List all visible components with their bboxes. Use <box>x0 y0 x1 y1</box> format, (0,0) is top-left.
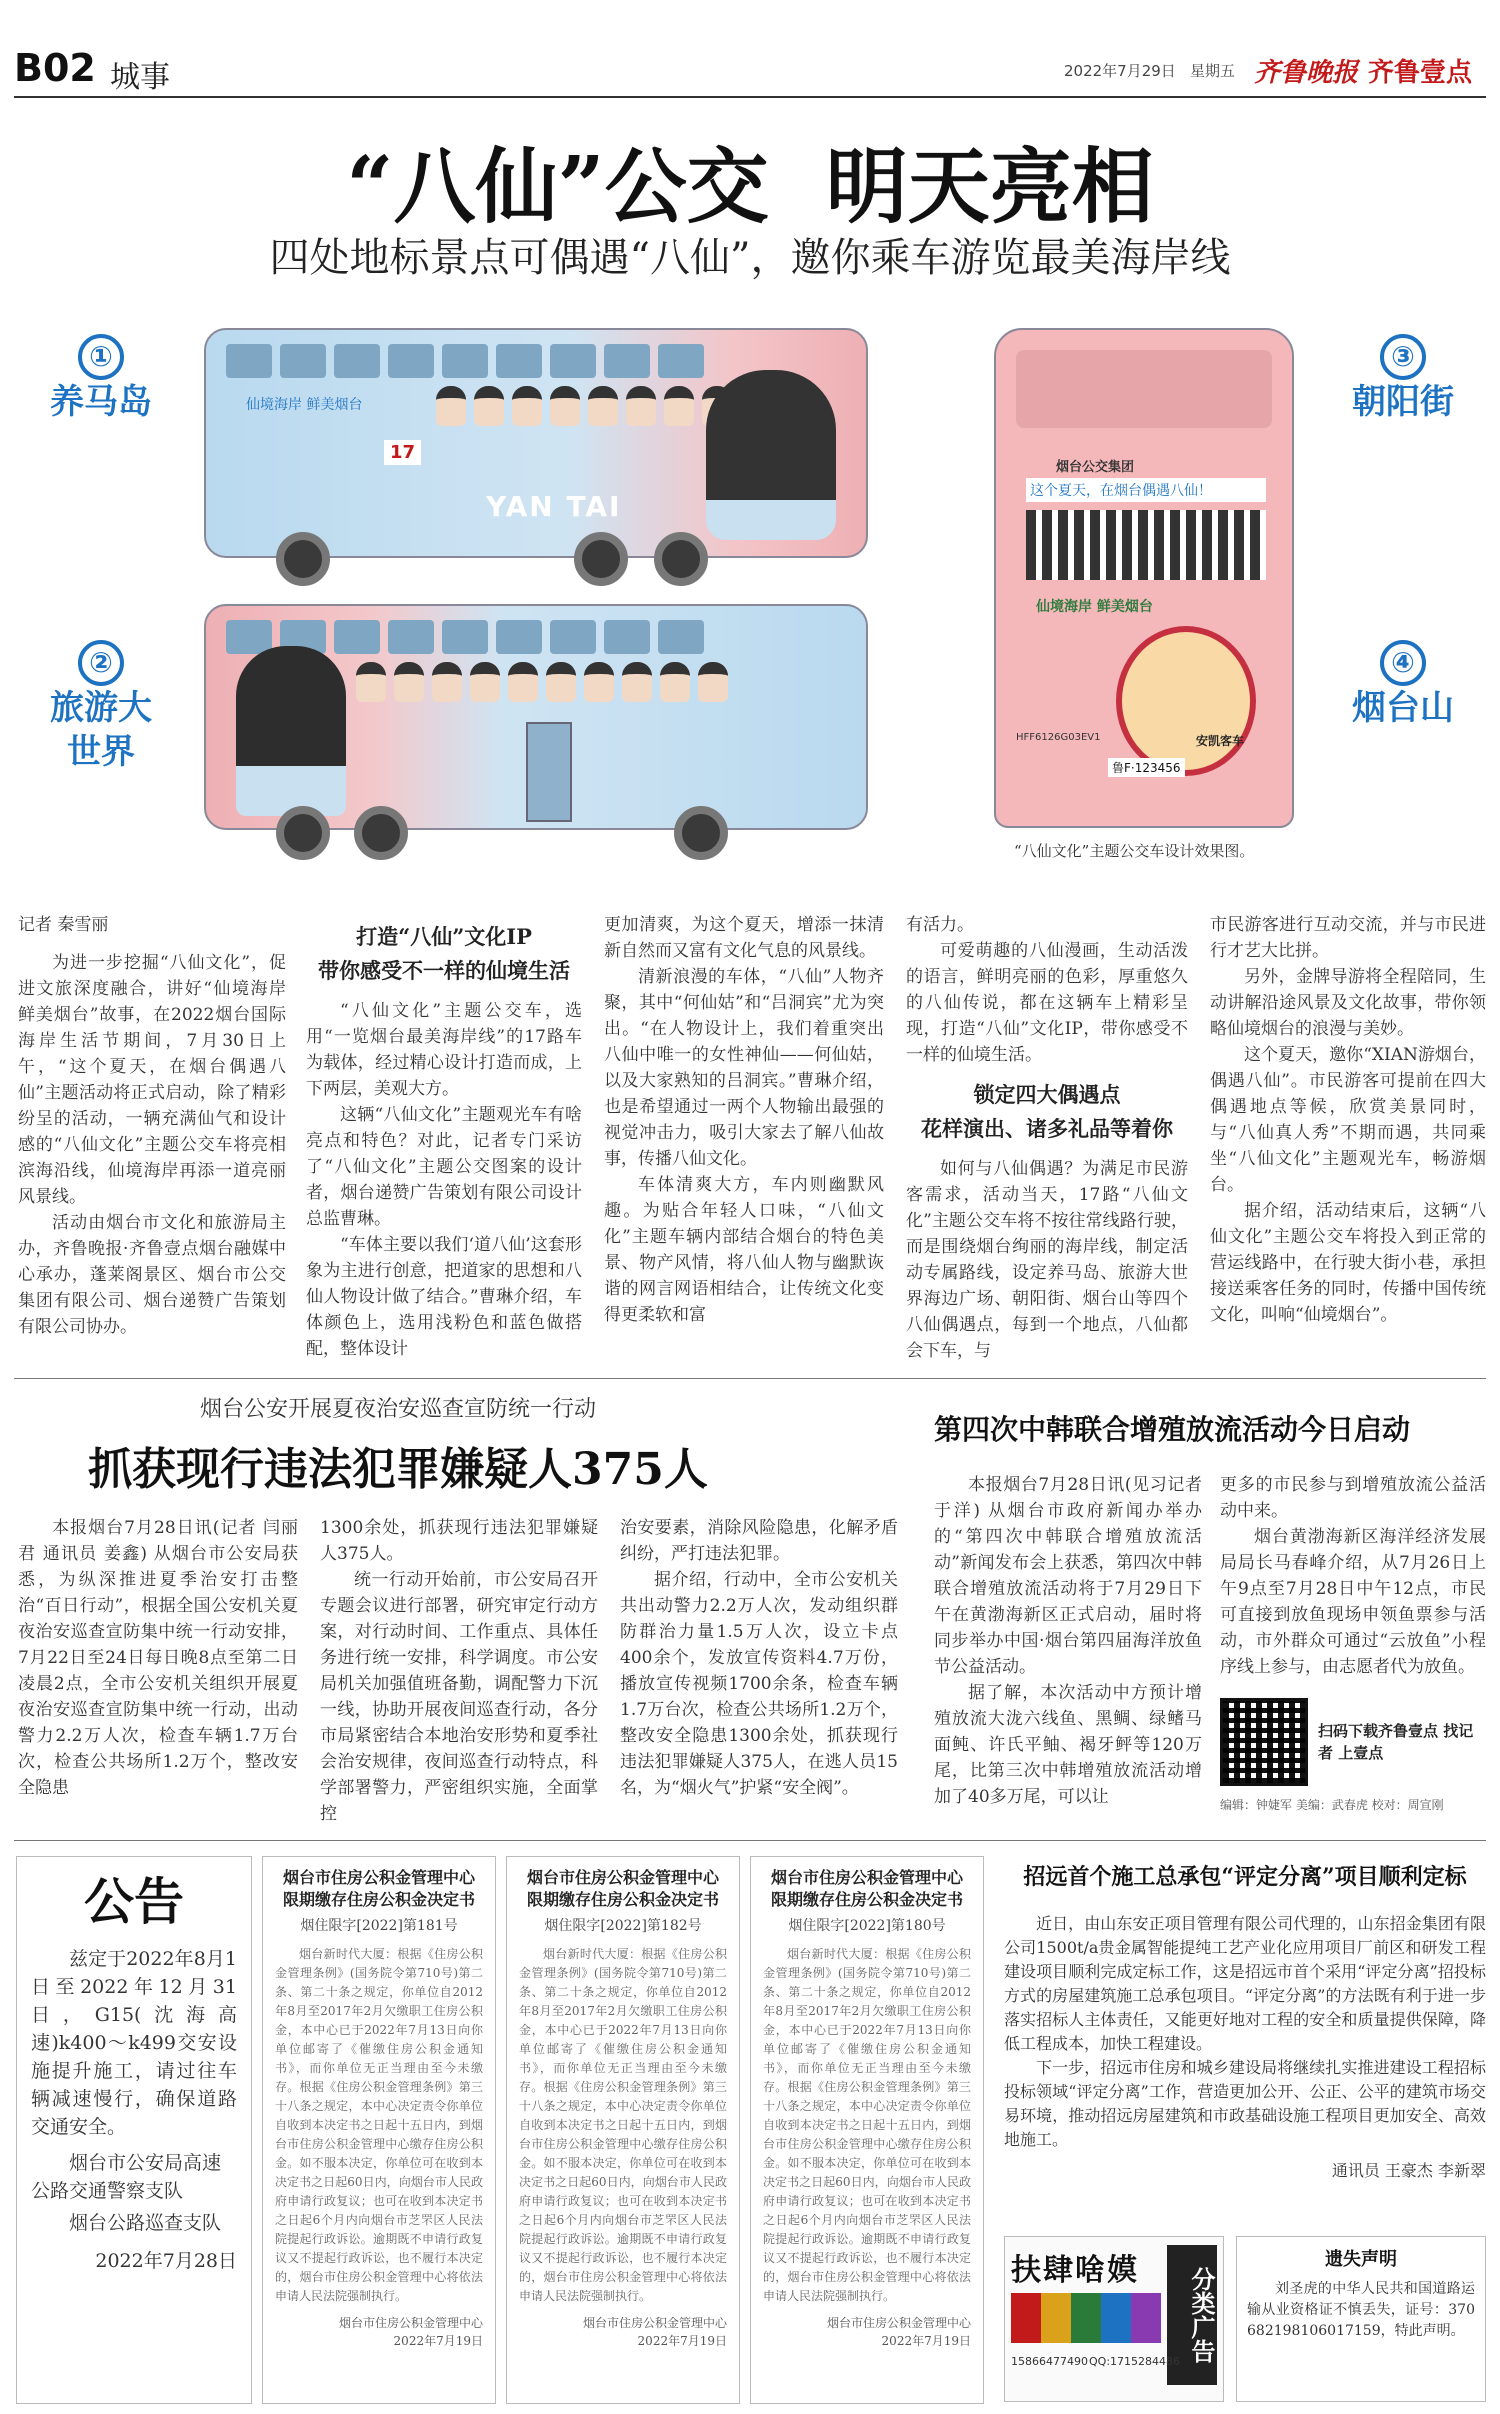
lead-subhead: 打造“八仙”文化IP <box>356 924 532 949</box>
fish-story <box>934 1410 1486 1830</box>
police-paragraph: 本报烟台7月28日讯(记者 闫丽君 通讯员 姜鑫) 从烟台市公安局获悉，为纵深推进夏季治安打击整治“百日行动”，根据全国公安机关夏夜治安巡查宣防集中统一行动安排，7月22日至24日每日晚8点至第二日凌晨2点，全市公安机关组织开展夏夜治安巡查宣防集中统一行动，出动警力2.2万人次，检查车辆1.7万台次，检查公共场所1.2万个，整改安全隐患 <box>18 1518 298 1798</box>
announcement-box <box>16 1856 252 2404</box>
notice-org: 烟台市住房公积金管理中心 <box>770 1868 963 1887</box>
ad-phone: 15866477490 <box>1011 2355 1088 2368</box>
immortal-faces <box>356 662 728 702</box>
section-name: 城事 <box>110 60 170 95</box>
lead-paragraph: 这辆“八仙文化”主题观光车有啥亮点和特色？对此，记者专门采访了“八仙文化”主题公交图案的设计者，烟台递赞广告策划有限公司设计总监曹琳。 <box>306 1105 582 1229</box>
ad-word: 肆 <box>1043 2253 1073 2288</box>
qr-code[interactable] <box>1220 1698 1308 1786</box>
lead-headline: “八仙”公交 明天亮相 <box>346 139 1154 235</box>
announcement-issuer: 烟台公路巡查支队 <box>69 2212 222 2234</box>
bus-wheel <box>654 532 708 586</box>
notice-date: 2022年7月19日 <box>393 2334 483 2348</box>
police-paragraph: 统一行动开始前，市公安局召开专题会议进行部署，研究审定行动方案，对行动时间、工作重点、具体任务进行统一安排，科学调度。市公安局机关加强值班备勤，调配警力下沉一线，协助开展夜间巡查行动，各分市局紧密结合本地治安形势和夏季社会治安规律，夜间巡查行动特点，科学部署警力，严密组织实施，全面掌控 <box>320 1570 598 1824</box>
rear-company: 烟台公交集团 <box>1056 460 1135 475</box>
heroine-figure <box>706 370 836 540</box>
notice-number: 烟住限字[2022]第182号 <box>544 1918 702 1934</box>
lead-subheadline: 四处地标景点可偶遇“八仙”，邀你乘车游览最美海岸线 <box>269 235 1231 281</box>
stop-2-name: 旅游大世界 <box>50 688 152 772</box>
bid-story <box>1004 1860 1486 2220</box>
fish-headline: 第四次中韩联合增殖放流活动今日启动 <box>934 1413 1411 1446</box>
ad-label: 分类广告 <box>1167 2245 1217 2385</box>
bid-paragraph: 下一步，招远市住房和城乡建设局将继续扎实推进建设工程招标投标领域“评定分离”工作，营造更加公开、公正、公平的建筑市场交易环境，推动招远房屋建筑和市政基础设施工程项目更加安全、高效地施工。 <box>1004 2058 1486 2149</box>
police-col-1 <box>18 1515 298 1827</box>
fish-paragraph: 更多的市民参与到增殖放流公益活动中来。 <box>1220 1475 1486 1521</box>
lead-col-3 <box>604 912 884 1328</box>
bid-byline: 通讯员 王豪杰 李新翠 <box>1331 2161 1486 2180</box>
police-paragraph: 治安要素，消除风险隐患，化解矛盾纠纷，严打违法犯罪。 <box>620 1518 898 1564</box>
notice-org: 烟台市住房公积金管理中心 <box>282 1868 475 1887</box>
lead-col-5 <box>1210 912 1486 1328</box>
weekday: 星期五 <box>1190 62 1236 80</box>
housing-notice-182 <box>506 1856 740 2404</box>
stop-1-name: 养马岛 <box>50 382 152 422</box>
housing-notice-181 <box>262 1856 496 2404</box>
fish-paragraph: 据了解，本次活动中方预计增殖放流大泷六线鱼、黑鲷、绿鳍马面鲀、许氏平鲉、褐牙鲆等120万尾，比第三次中韩增殖放流活动增加了40多万尾，可以让 <box>934 1683 1202 1807</box>
police-paragraph: 据介绍，行动中，全市公安机关共出动警力2.2万人次，发动组织群防群治力量1.5万人次，设立卡点400余个，发放宣传资料4.7万份，播放宣传视频1700余条，检查车辆1.7万台次，检查公共场所1.2万个，整改安全隐患1300余处，抓获现行违法犯罪嫌疑人375人，在逃人员15名，为“烟火气”护紧“安全阀”。 <box>620 1570 898 1798</box>
ad-qq: QQ:1715284486 <box>1089 2355 1181 2368</box>
lead-byline: 记者 秦雪丽 <box>18 915 109 935</box>
rear-knot <box>1116 626 1256 776</box>
route-number: 17 <box>384 440 421 465</box>
stop-3-name: 朝阳街 <box>1352 382 1454 422</box>
lead-paragraph: 活动由烟台市文化和旅游局主办，齐鲁晚报·齐鲁壹点烟台融媒中心承办，蓬莱阁景区、烟台市公交集团有限公司、烟台递赞广告策划有限公司协办。 <box>18 1213 286 1337</box>
ad-color-blocks <box>1011 2293 1161 2343</box>
lead-paragraph: 如何与八仙偶遇？为满足市民游客需求，活动当天，17路“八仙文化”主题公交车将不按往常线路行驶，而是围绕烟台绚丽的海岸线，制定活动专属路线，设定养马岛、旅游大世界海边广场、朝阳街、烟台山等四个八仙偶遇点，每到一个地点，八仙都会下车，与 <box>906 1159 1188 1361</box>
lost-title: 遗失声明 <box>1325 2249 1397 2270</box>
notice-date: 2022年7月19日 <box>881 2334 971 2348</box>
notice-number: 烟住限字[2022]第181号 <box>300 1918 458 1934</box>
bus-door <box>526 722 572 822</box>
lead-subhead: 花样演出、诸多礼品等着你 <box>921 1116 1173 1141</box>
notice-title: 限期缴存住房公积金决定书 <box>526 1890 719 1909</box>
bid-body <box>1004 1912 1486 2152</box>
bus-wheel <box>276 806 330 860</box>
lost-notice <box>1236 2236 1486 2402</box>
police-col-2 <box>320 1515 598 1827</box>
bus-side-right <box>204 328 868 558</box>
lu-dongbin-figure <box>236 646 346 816</box>
bus-rear <box>994 328 1294 828</box>
bus-wheel <box>574 532 628 586</box>
announcement-body: 兹定于2022年8月1日至2022年12月31日，G15(沈海高速)k400～k499交安设施提升施工，请过往车辆减速慢行，确保道路交通安全。 <box>31 1948 237 2138</box>
lost-body: 刘圣虎的中华人民共和国道路运输从业资格证不慎丢失，证号：370682198106017159，特此声明。 <box>1247 2281 1475 2339</box>
page-credits: 编辑：钟婕军 美编：武春虎 校对：周宣刚 <box>1220 1798 1444 1812</box>
announcement-issuer: 烟台市公安局高速公路交通警察支队 <box>31 2152 222 2202</box>
lead-paragraph: “车体主要以我们‘道八仙’这套形象为主进行创意，把道家的思想和八仙人物设计做了结合。”曹琳介绍，车体颜色上，选用浅粉色和蓝色做搭配，整体设计 <box>306 1235 582 1359</box>
lead-paragraph: 这个夏天，邀你“XIAN游烟台，偶遇八仙”。市民游客可提前在四大偶遇地点等候，欣赏美景同时，与“八仙真人秀”不期而遇，共同乘坐“八仙文化”主题观光车，畅游烟台。 <box>1210 1045 1486 1195</box>
ad-word: 扶 <box>1011 2253 1041 2288</box>
notice-org: 烟台市住房公积金管理中心 <box>526 1868 719 1887</box>
police-col-3 <box>620 1515 898 1827</box>
notice-date: 2022年7月19日 <box>637 2334 727 2348</box>
lead-col-4 <box>906 912 1188 1364</box>
lead-paragraph: 另外，金牌导游将全程陪同，生动讲解沿途风景及文化故事，带你领略仙境烟台的浪漫与美妙。 <box>1210 967 1486 1039</box>
classified-ad <box>1004 2236 1224 2402</box>
lead-paragraph: 更加清爽，为这个夏天，增添一抹清新自然而又富有文化气息的风景线。 <box>604 915 884 961</box>
bus-wheel <box>276 532 330 586</box>
police-story <box>18 1392 898 1832</box>
rear-plate: 鲁F·123456 <box>1108 758 1185 777</box>
bus-illustration <box>14 310 1486 870</box>
fish-paragraph: 本报烟台7月28日讯(见习记者 于洋) 从烟台市政府新闻办举办的“第四次中韩联合增殖放流活动”新闻发布会上获悉，第四次中韩联合增殖放流活动将于7月29日下午在黄渤海新区正式启动，届时将同步举办中国·烟台第四届海洋放鱼节公益活动。 <box>934 1475 1202 1677</box>
lead-paragraph: 车体清爽大方，车内则幽默风趣。为贴合年轻人口味，“八仙文化”主题车辆内部结合烟台的特色美景、物产风情，将八仙人物与幽默诙谐的网言网语相结合，让传统文化变得更柔软和富 <box>604 1175 884 1325</box>
lead-paragraph: 据介绍，活动结束后，这辆“八仙文化”主题公交车将投入到正常的营运线路中，在行驶大街小巷，承担接送乘客任务的同时，传播中国传统文化，叫响“仙境烟台”。 <box>1210 1201 1486 1325</box>
lead-paragraph: 市民游客进行互动交流，并与市民进行才艺大比拼。 <box>1210 915 1486 961</box>
ad-word: 嫫 <box>1107 2253 1137 2288</box>
masthead-rule <box>14 96 1486 98</box>
lead-col-1 <box>18 912 286 1340</box>
qr-text: 扫码下载齐鲁壹点 找记者 上壹点 <box>1318 1722 1474 1762</box>
fish-col-1 <box>934 1472 1202 1813</box>
lead-paragraph: 清新浪漫的车体，“八仙”人物齐聚，其中“何仙姑”和“吕洞宾”尤为突出。“在人物设计上，我们着重突出八仙中唯一的女性神仙——何仙姑，以及大家熟知的吕洞宾。”曹琳介绍，也是希望通过一两个人物输出最强的视觉冲击力，吸引大家去了解八仙故事，传播八仙文化。 <box>604 967 884 1169</box>
paper-logo: 齐鲁晚报 <box>1254 58 1359 88</box>
rear-tag: 仙境海岸 鲜美烟台 <box>1036 599 1153 615</box>
police-kicker: 烟台公安开展夏夜治安巡查宣防统一行动 <box>199 1397 596 1422</box>
bus-brand-text: 仙境海岸 鲜美烟台 <box>246 397 363 413</box>
bus-wheel <box>354 806 408 860</box>
issue-date: 2022年7月29日 <box>1064 62 1176 80</box>
announcement-date: 2022年7月28日 <box>95 2250 237 2272</box>
stop-1-number: ① <box>78 334 124 380</box>
notice-signature: 烟台市住房公积金管理中心 <box>338 2316 483 2330</box>
notice-title: 限期缴存住房公积金决定书 <box>282 1890 475 1909</box>
bid-headline: 招远首个施工总承包“评定分离”项目顺利定标 <box>1023 1864 1467 1890</box>
lead-subhead: 锁定四大偶遇点 <box>973 1082 1121 1107</box>
section-rule <box>14 1378 1486 1379</box>
notice-body: 烟台新时代大厦：根据《住房公积金管理条例》(国务院令第710号)第二条、第二十条之规定，你单位自2012年8月至2017年2月欠缴职工住房公积金，本中心已于2022年7月13日向你单位邮寄了《催缴住房公积金通知书》，而你单位无正当理由至今未缴存。根据《住房公积金管理条例》第三十八条之规定，本中心决定责令你单位自收到本决定书之日起十五日内，到烟台市住房公积金管理中心缴存住房公积金。如不服本决定，你单位可在收到本决定书之日起60日内，向烟台市人民政府申请行政复议；也可在收到本决定书之日起6个月内向烟台市芝罘区人民法院提起行政诉讼。逾期既不申请行政复议又不提起行政诉讼，也不履行本决定的，烟台市住房公积金管理中心将依法申请人民法院强制执行。 <box>275 1947 483 2303</box>
photo-caption: “八仙文化”主题公交车设计效果图。 <box>1014 842 1255 860</box>
stop-4 <box>1328 640 1478 730</box>
notice-body: 烟台新时代大厦：根据《住房公积金管理条例》(国务院令第710号)第二条、第二十条之规定，你单位自2012年8月至2017年2月欠缴职工住房公积金，本中心已于2022年7月13日向你单位邮寄了《催缴住房公积金通知书》，而你单位无正当理由至今未缴存。根据《住房公积金管理条例》第三十八条之规定，本中心决定责令你单位自收到本决定书之日起十五日内，到烟台市住房公积金管理中心缴存住房公积金。如不服本决定，你单位可在收到本决定书之日起60日内，向烟台市人民政府申请行政复议；也可在收到本决定书之日起6个月内向烟台市芝罘区人民法院提起行政诉讼。逾期既不申请行政复议又不提起行政诉讼，也不履行本决定的，烟台市住房公积金管理中心将依法申请人民法院强制执行。 <box>763 1947 971 2303</box>
rear-slogan: 这个夏天，在烟台偶遇八仙！ <box>1026 478 1266 502</box>
page-code: B02 <box>14 46 96 90</box>
bus-side-left <box>204 604 868 830</box>
fish-col-2 <box>1220 1472 1486 1813</box>
notice-number: 烟住限字[2022]第180号 <box>788 1918 946 1934</box>
lead-col-2 <box>306 920 582 1362</box>
housing-notice-180 <box>750 1856 984 2404</box>
yantai-text: YAN TAI <box>486 490 622 523</box>
notice-body: 烟台新时代大厦：根据《住房公积金管理条例》(国务院令第710号)第二条、第二十条之规定，你单位自2012年8月至2017年2月欠缴职工住房公积金，本中心已于2022年7月13日向你单位邮寄了《催缴住房公积金通知书》，而你单位无正当理由至今未缴存。根据《住房公积金管理条例》第三十八条之规定，本中心决定责令你单位自收到本决定书之日起十五日内，到烟台市住房公积金管理中心缴存住房公积金。如不服本决定，你单位可在收到本决定书之日起60日内，向烟台市人民政府申请行政复议；也可在收到本决定书之日起6个月内向烟台市芝罘区人民法院提起行政诉讼。逾期既不申请行政复议又不提起行政诉讼，也不履行本决定的，烟台市住房公积金管理中心将依法申请人民法院强制执行。 <box>519 1947 727 2303</box>
app-logo: 齐鲁壹点 <box>1368 58 1473 88</box>
stop-2-number: ② <box>78 640 124 686</box>
announcement-title: 公告 <box>84 1872 184 1931</box>
lead-paragraph: 可爱萌趣的八仙漫画，生动活泼的语言，鲜明亮丽的色彩，厚重悠久的八仙传说，都在这辆车上精彩呈现，打造“八仙”文化IP，带你感受不一样的仙境生活。 <box>906 941 1188 1065</box>
ad-word: 啥 <box>1075 2253 1105 2288</box>
police-paragraph: 1300余处，抓获现行违法犯罪嫌疑人375人。 <box>320 1518 598 1564</box>
lead-paragraph: 有活力。 <box>906 915 974 935</box>
police-headline: 抓获现行违法犯罪嫌疑人375人 <box>88 1444 708 1495</box>
fish-paragraph: 烟台黄渤海新区海洋经济发展局局长马春峰介绍，从7月26日上午9点至7月28日中午12点，市民可直接到放鱼现场申领鱼票参与活动，市外群众可通过“云放鱼”小程序线上参与，由志愿者代为放鱼。 <box>1220 1527 1486 1677</box>
notice-title: 限期缴存住房公积金决定书 <box>770 1890 963 1909</box>
rear-pattern <box>1026 510 1266 580</box>
stop-3-number: ③ <box>1380 334 1426 380</box>
lead-paragraph: “八仙文化”主题公交车，选用“一览烟台最美海岸线”的17路车为载体，经过精心设计打造而成，上下两层，美观大方。 <box>306 1001 582 1099</box>
rear-model: HFF6126G03EV1 <box>1016 732 1101 743</box>
lead-paragraph: 为进一步挖掘“八仙文化”，促进文旅深度融合，讲好“仙境海岸 鲜美烟台”故事，在2022烟台国际海岸生活节期间，7月30日上午，“这个夏天，在烟台偶遇八仙”主题活动将正式启动，除了精彩纷呈的活动，一辆充满仙气和设计感的“八仙文化”主题公交车将亮相滨海沿线，仙境海岸再添一道亮丽风景线。 <box>18 953 286 1207</box>
bus-wheel <box>674 806 728 860</box>
stop-2 <box>26 640 176 774</box>
notice-signature: 烟台市住房公积金管理中心 <box>582 2316 727 2330</box>
masthead <box>14 42 1486 94</box>
section-rule <box>14 1840 1486 1841</box>
bid-paragraph: 近日，由山东安正项目管理有限公司代理的，山东招金集团有限公司1500t/a贵金属智能提纯工艺产业化应用项目厂前区和研发工程建设项目顺利完成定标工作，这是招远市首个采用“评定分离”招投标方式的房屋建筑施工总承包项目。“评定分离”的方法既有利于进一步落实招标人主体责任，又能更好地对工程的安全和质量提供保障，降低工程成本，加快工程建设。 <box>1004 1914 1486 2053</box>
stop-4-name: 烟台山 <box>1352 688 1454 728</box>
notice-signature: 烟台市住房公积金管理中心 <box>826 2316 971 2330</box>
stop-3 <box>1328 334 1478 424</box>
stop-4-number: ④ <box>1380 640 1426 686</box>
lead-subhead: 带你感受不一样的仙境生活 <box>318 958 570 983</box>
rear-maker: 安凯客车 <box>1196 734 1245 748</box>
stop-1 <box>26 334 176 424</box>
